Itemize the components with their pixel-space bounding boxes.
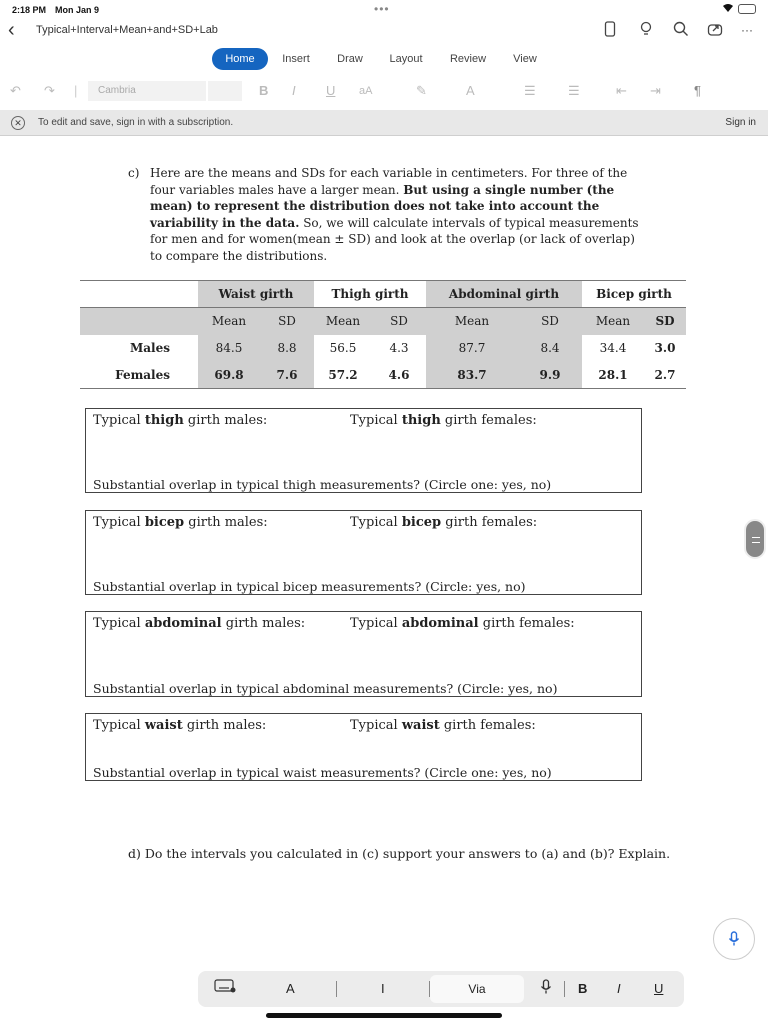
table-cell: 9.9: [518, 362, 582, 389]
row-label-males: Males: [129, 341, 170, 355]
waist-girth-box[interactable]: [85, 713, 642, 781]
keyboard-shortcut-bar: [198, 971, 684, 1007]
table-cell: 2.7: [644, 362, 686, 389]
ribbon-tabs: [0, 46, 768, 70]
status-time: 2:18 PM: [12, 5, 47, 15]
header-abdominal-girth: Abdominal girth: [426, 281, 582, 308]
keyboard-italic-button[interactable]: I: [617, 981, 621, 996]
abdominal-overlap-question: Substantial overlap in typical abdominal measurements? (Circle: yes, no): [93, 681, 558, 696]
redo-icon[interactable]: ↷: [44, 83, 55, 98]
underline-button[interactable]: U: [326, 83, 336, 98]
table-cell: 8.8: [260, 335, 314, 362]
paragraph-c-text-1: Here are the means and SDs for each variable in centimeters. For three of the four variables males have a larger mean.: [150, 166, 628, 197]
status-bar: [0, 0, 768, 20]
paragraph-c-text-2: So, we will calculate intervals of typical measurements for men and for women(mean ± SD) and look at the overlap (or lack of overlap) to compare the distributions.: [150, 215, 639, 263]
tab-insert[interactable]: Insert: [282, 53, 310, 65]
thigh-overlap-question: Substantial overlap in typical thigh measurements? (Circle one: yes, no): [93, 477, 552, 492]
multitask-dots[interactable]: •••: [374, 2, 390, 16]
scroll-handle[interactable]: [744, 519, 766, 559]
keyboard-mic-icon[interactable]: [540, 979, 552, 1001]
table-cell: 83.7: [426, 362, 518, 389]
header-thigh-girth: Thigh girth: [314, 281, 426, 308]
highlight-icon[interactable]: ✎: [416, 83, 427, 98]
keyboard-icon[interactable]: [214, 979, 236, 999]
tab-layout[interactable]: Layout: [389, 53, 423, 65]
font-size-field[interactable]: [208, 81, 242, 101]
subheader-cell: Mean: [582, 308, 644, 335]
suggestion-2[interactable]: I: [381, 981, 385, 996]
italic-button[interactable]: I: [292, 83, 296, 98]
numbering-icon[interactable]: ☰: [568, 83, 580, 98]
bold-button[interactable]: B: [259, 83, 269, 98]
subheader-cell: Mean: [426, 308, 518, 335]
table-row-males: [80, 335, 686, 362]
subheader-cell: Mean: [314, 308, 372, 335]
thigh-females-prompt: Typical thigh girth females:: [350, 413, 537, 428]
table-cell: 7.6: [260, 362, 314, 389]
tab-home[interactable]: Home: [212, 48, 268, 70]
tab-review[interactable]: Review: [449, 53, 487, 65]
bullets-icon[interactable]: ☰: [524, 83, 536, 98]
table-cell: 87.7: [426, 335, 518, 362]
table-cell: 56.5: [329, 341, 357, 355]
toolbar-divider: [564, 981, 565, 997]
tab-draw[interactable]: Draw: [337, 53, 363, 65]
dictate-mic-icon[interactable]: [713, 918, 755, 960]
abdominal-girth-box[interactable]: [85, 611, 642, 697]
table-cell: 69.8: [198, 362, 260, 389]
abdominal-females-prompt: Typical abdominal girth females:: [350, 616, 575, 631]
subheader-cell: SD: [372, 308, 426, 335]
girth-stats-table: [80, 280, 686, 389]
bicep-females-prompt: Typical bicep girth females:: [350, 515, 538, 530]
table-cell: 3.0: [654, 341, 676, 355]
waist-overlap-question: Substantial overlap in typical waist measurements? (Circle one: yes, no): [93, 765, 552, 780]
table-cell: 34.4: [599, 341, 627, 355]
tab-view[interactable]: View: [513, 53, 537, 65]
bicep-overlap-question: Substantial overlap in typical bicep measurements? (Circle: yes, no): [93, 579, 526, 594]
phone-view-icon[interactable]: [604, 21, 616, 41]
share-icon[interactable]: [707, 21, 723, 41]
subheader-cell: SD: [644, 308, 686, 335]
thigh-girth-box[interactable]: [85, 408, 642, 493]
table-cell: 28.1: [582, 362, 644, 389]
title-bar: [0, 18, 768, 44]
bicep-girth-box[interactable]: [85, 510, 642, 595]
header-bicep-girth: Bicep girth: [582, 281, 686, 308]
subscription-notice: [0, 110, 768, 136]
document-title: Typical+Interval+Mean+and+SD+Lab: [36, 24, 218, 36]
subheader-cell: Mean: [198, 308, 260, 335]
paragraph-c-label: c): [128, 166, 140, 180]
battery-icon: [738, 4, 756, 14]
toolbar-divider: |: [74, 83, 78, 98]
search-icon[interactable]: [673, 21, 689, 41]
keyboard-underline-button[interactable]: U: [654, 981, 664, 996]
table-cell: 57.2: [314, 362, 372, 389]
decrease-indent-icon[interactable]: ⇤: [616, 83, 627, 98]
keyboard-bold-button[interactable]: B: [578, 981, 588, 996]
waist-males-prompt: Typical waist girth males:: [93, 718, 267, 733]
table-corner-cell: [80, 281, 198, 308]
thigh-males-prompt: Typical thigh girth males:: [93, 413, 268, 428]
table-row-females: [80, 362, 686, 389]
suggestion-3[interactable]: Via: [430, 975, 524, 1003]
suggestion-1[interactable]: A: [286, 981, 295, 996]
paragraph-c-bold-text: But using a single number (the mean) to represent the distribution does not take into account the variability in the data.: [150, 182, 615, 230]
table-cell: 4.3: [389, 341, 409, 355]
notice-message: To edit and save, sign in with a subscription.: [38, 117, 234, 128]
lightbulb-icon[interactable]: [640, 21, 652, 41]
bicep-males-prompt: Typical bicep girth males:: [93, 515, 268, 530]
increase-indent-icon[interactable]: ⇥: [650, 83, 661, 98]
table-cell: 8.4: [518, 335, 582, 362]
table-cell: 4.6: [372, 362, 426, 389]
font-name-field[interactable]: Cambria: [88, 81, 206, 101]
paragraph-marks-icon[interactable]: ¶: [694, 83, 701, 98]
header-waist-girth: Waist girth: [198, 281, 314, 308]
wifi-icon: [722, 3, 734, 16]
font-color-icon[interactable]: A: [466, 83, 475, 98]
paragraph-c: [128, 165, 648, 264]
subheader-corner-cell: [80, 308, 198, 335]
subheader-cell: SD: [518, 308, 582, 335]
back-chevron-icon[interactable]: ‹: [8, 19, 15, 41]
more-options-icon[interactable]: ···: [741, 23, 753, 37]
subheader-cell: SD: [260, 308, 314, 335]
table-cell: 84.5: [198, 335, 260, 362]
paragraph-d: d) Do the intervals you calculated in (c) support your answers to (a) and (b)? Explain.: [128, 846, 671, 861]
close-icon[interactable]: ✕: [11, 116, 25, 130]
suggestion-divider: [336, 981, 337, 997]
row-label-females: Females: [80, 362, 198, 389]
status-date: Mon Jan 9: [55, 5, 100, 15]
home-indicator[interactable]: [266, 1013, 502, 1018]
formatting-toolbar: [0, 78, 768, 104]
abdominal-males-prompt: Typical abdominal girth males:: [93, 616, 306, 631]
text-size-button[interactable]: aA: [359, 85, 373, 97]
sign-in-link[interactable]: Sign in: [725, 117, 756, 128]
waist-females-prompt: Typical waist girth females:: [350, 718, 536, 733]
undo-icon[interactable]: ↶: [10, 83, 21, 98]
